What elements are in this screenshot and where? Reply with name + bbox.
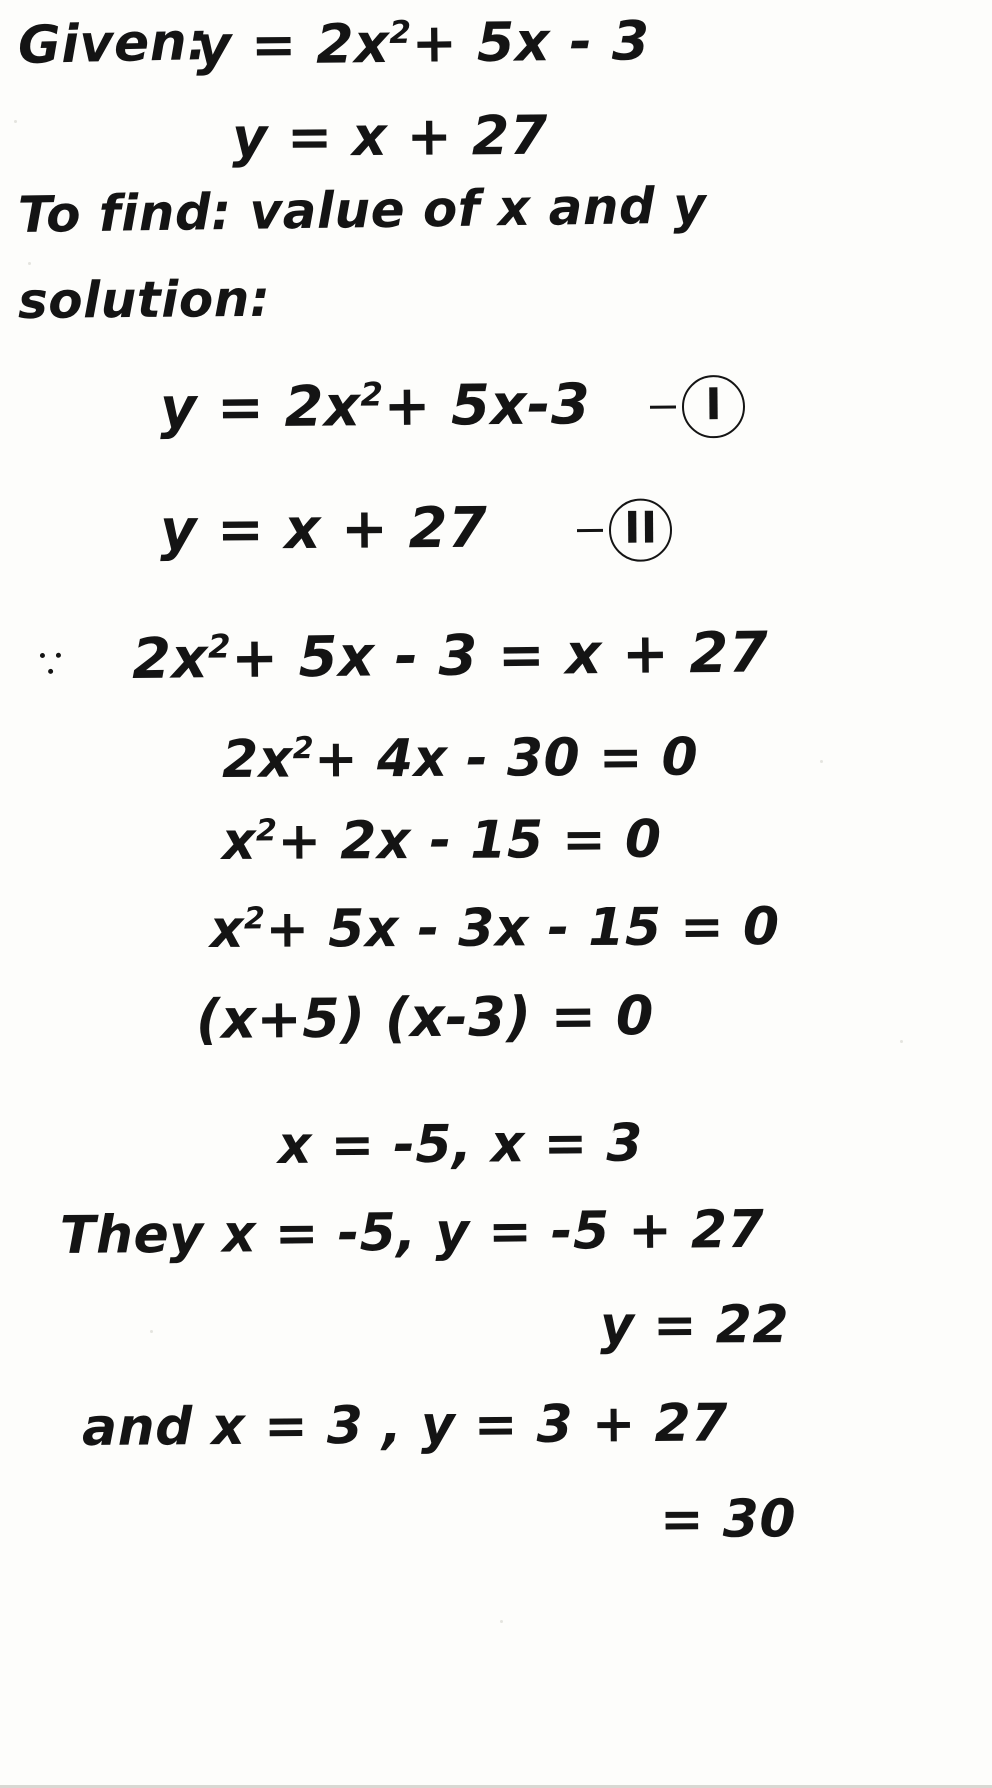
step-divide-exponent: 2 — [255, 813, 278, 849]
equation-one — [160, 371, 746, 443]
step-equate-tail: + 5x - 3 = x + 27 — [230, 620, 769, 691]
step-divide-tail: + 2x - 15 = 0 — [277, 809, 662, 872]
paper-speck — [14, 120, 17, 123]
step-divide-by-two — [222, 810, 662, 872]
equation-one-head: y = 2x — [159, 374, 361, 441]
step-factorised: (x+5) (x-3) = 0 — [195, 984, 655, 1051]
equation-one-marker: I — [682, 375, 746, 439]
step-equate-exponent: 2 — [207, 627, 232, 666]
step-rearrange-exponent: 2 — [292, 731, 315, 767]
case-two-result: = 30 — [659, 1489, 797, 1550]
given-label: Given: — [17, 12, 210, 76]
given-equation-1 — [196, 9, 650, 77]
step-equate-head: 2x — [131, 626, 209, 693]
given-eq1-exponent: 2 — [389, 14, 412, 51]
step-split-middle-term — [210, 897, 780, 960]
paper-speck — [820, 760, 823, 763]
equation-two-dash — [577, 529, 603, 532]
step-rearrange-head: 2x — [221, 729, 293, 790]
equation-one-exponent: 2 — [360, 375, 384, 414]
case-one-result: y = 22 — [599, 1295, 790, 1356]
equation-one-dash — [650, 406, 676, 409]
step-split-tail: + 5x - 3x - 15 = 0 — [265, 897, 780, 960]
roots: x = -5, x = 3 — [277, 1113, 644, 1176]
paper-speck — [28, 262, 31, 265]
step-equate — [40, 620, 769, 693]
case-two: and x = 3 , y = 3 + 27 — [81, 1393, 729, 1458]
step-split-exponent: 2 — [243, 901, 266, 937]
given-equation-2: y = x + 27 — [231, 103, 549, 169]
paper-speck — [900, 1040, 903, 1043]
equation-two-marker: II — [609, 499, 672, 562]
given-eq1-head: y = 2x — [195, 11, 390, 77]
step-rearrange-tail: + 4x - 30 = 0 — [314, 727, 699, 790]
equation-one-tail: + 5x-3 — [383, 372, 591, 440]
paper-speck — [500, 1620, 503, 1623]
equation-two — [160, 494, 673, 565]
to-find-label: To find: value of x and y — [17, 176, 707, 244]
case-one: They x = -5, y = -5 + 27 — [59, 1199, 765, 1266]
therefore-symbol — [40, 651, 66, 677]
solution-label: solution: — [17, 269, 271, 330]
step-split-head: x — [209, 899, 245, 960]
step-rearrange — [222, 728, 699, 790]
equation-two-text: y = x + 27 — [159, 495, 488, 563]
paper-speck — [150, 1330, 153, 1333]
step-divide-head: x — [221, 811, 257, 872]
given-eq1-tail: + 5x - 3 — [411, 9, 651, 75]
